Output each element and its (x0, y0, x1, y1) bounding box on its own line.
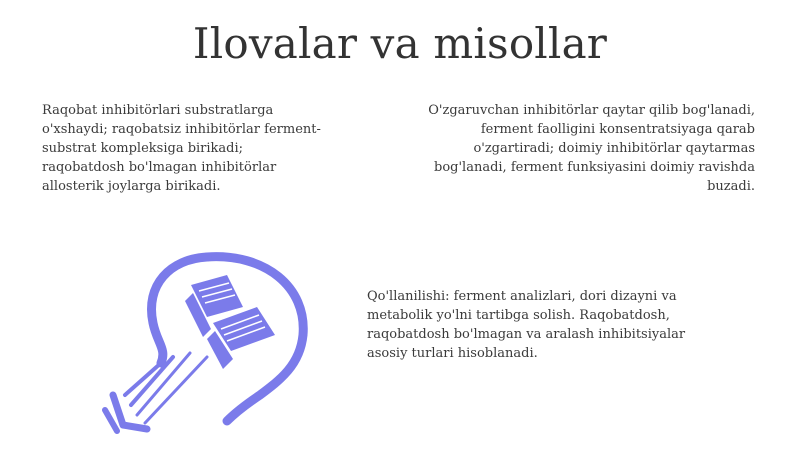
paragraph-reversible-irreversible: O'zgaruvchan inhibitörlar qaytar qilib bog'lanadi, ferment faolligini konsentratsiyaga qarab o'zgartiradi; doimiy inhibitörlar qaytarmas bog'lanadi, ferment funksiyasini doimiy ravishda buzadi. (428, 103, 755, 194)
paragraph-applications: Qo'llanilishi: ferment analizlari, dori dizayni va metabolik yo'lni tartibga solish. Raqobatdosh, raqobatdosh bo'lmagan va aralash inhibitsiyalar asosiy turlari hisoblanadi. (367, 289, 686, 361)
paragraph-inhibitor-types: Raqobat inhibitörlari substratlarga o'xshaydi; raqobatsiz inhibitörlar ferment- substrat kompleksiga birikadi; raqobatdosh bo'lmagan inhibitörlar allosterik joylarga birikadi. (42, 103, 321, 194)
lightbulb-with-book-icon (95, 245, 320, 435)
slide-title: Ilovalar va misollar (192, 19, 608, 68)
